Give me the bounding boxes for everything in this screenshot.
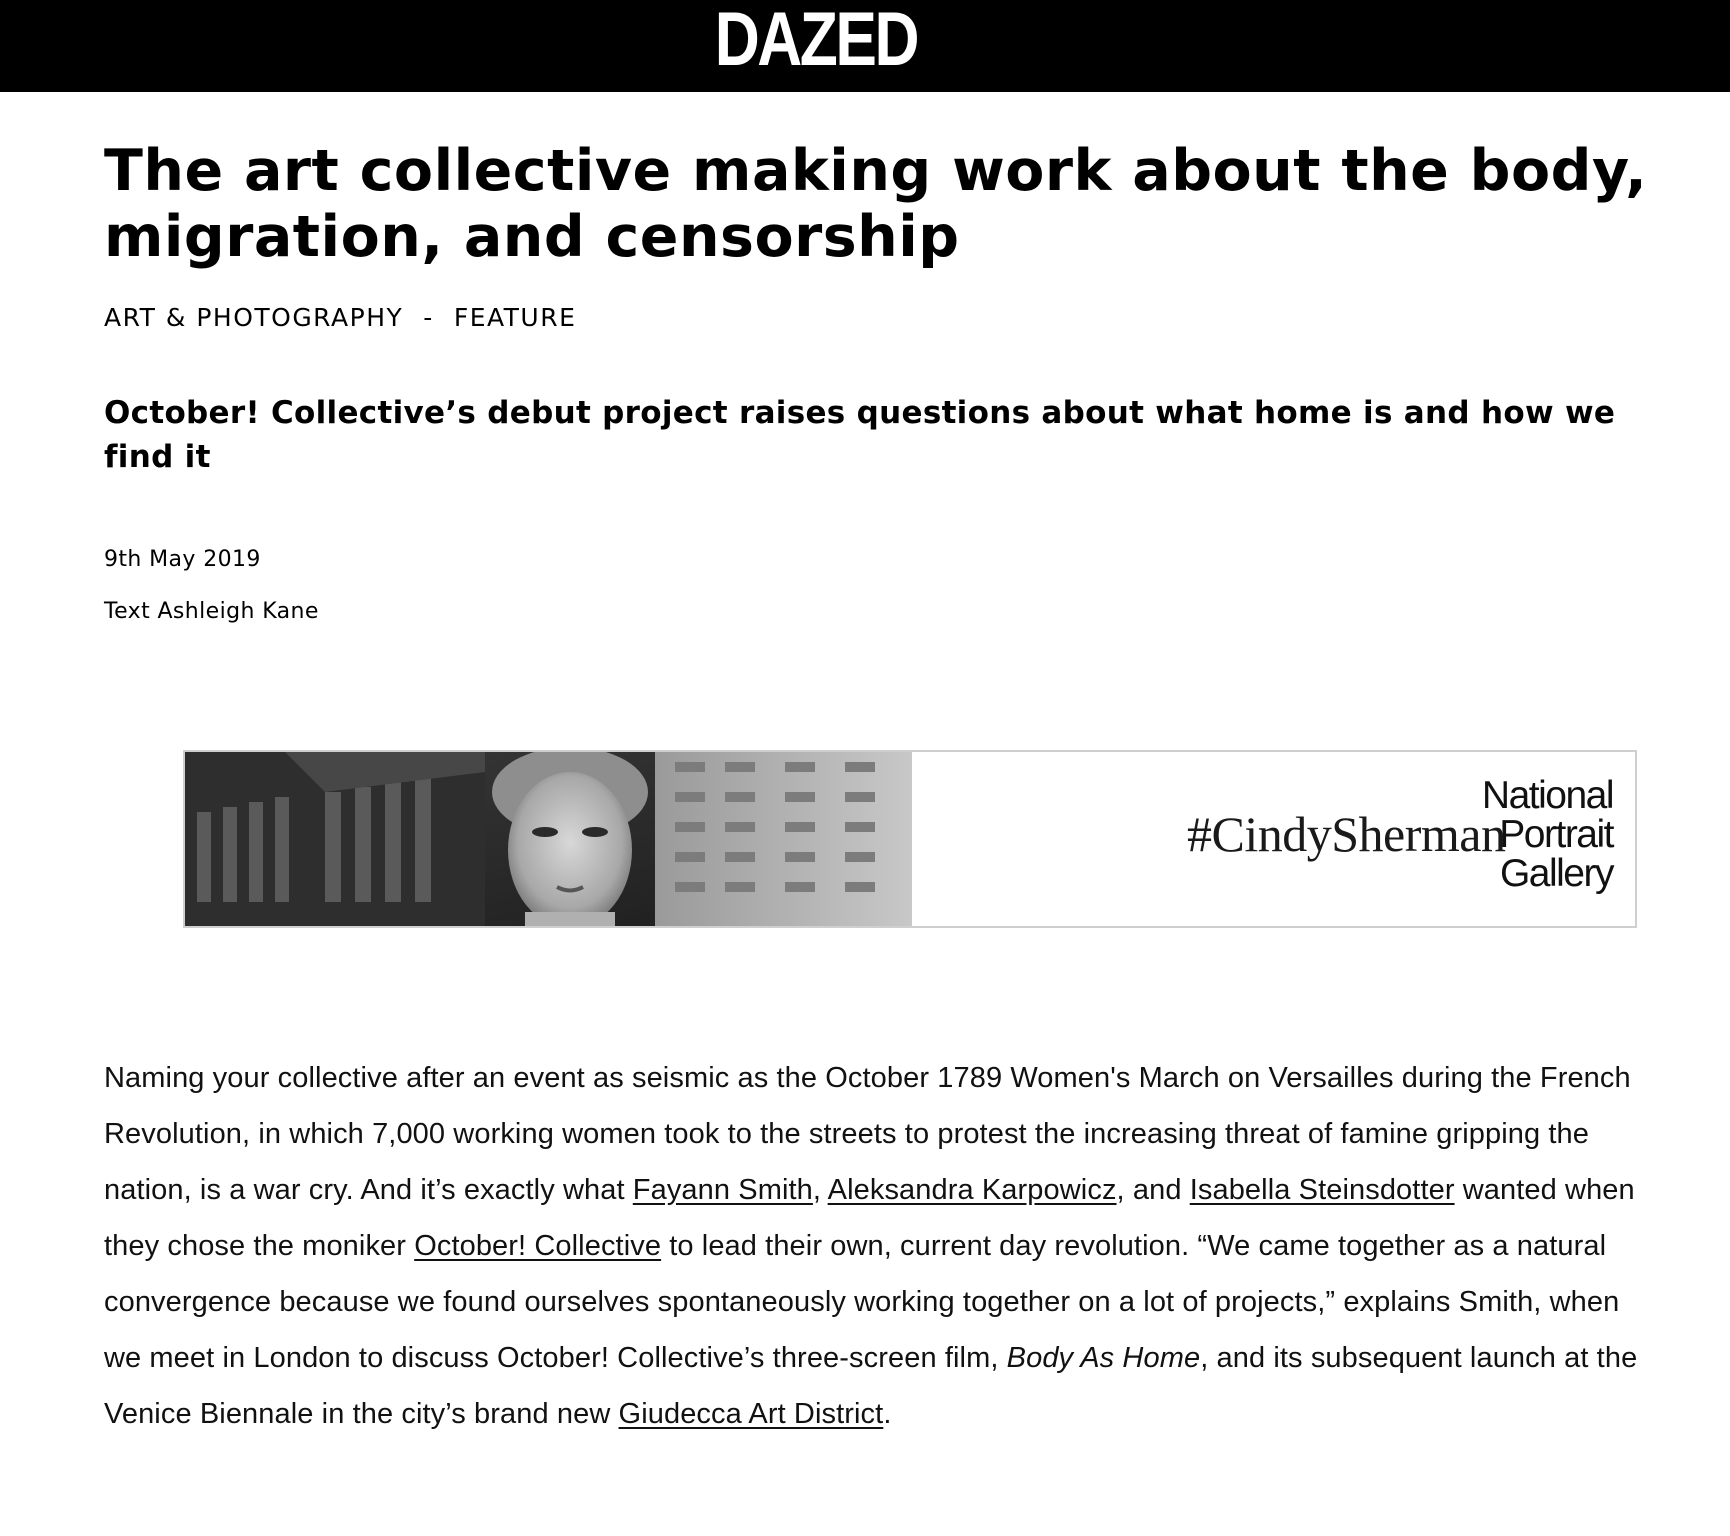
ad-photo-illustration (185, 752, 912, 926)
article-headline: The art collective making work about the body, migration, and censorship (104, 138, 1648, 270)
logo-line: National (1481, 774, 1613, 817)
category-separator: - (423, 303, 434, 332)
ad-hashtag: #CindySherman (1187, 806, 1506, 862)
category-link[interactable]: ART & PHOTOGRAPHY (104, 303, 404, 332)
article-paragraph (104, 1050, 1664, 1442)
link-aleksandra-karpowicz[interactable]: Aleksandra Karpowicz (827, 1174, 1117, 1206)
paragraph-text: to lead their own, current day revolution. “We came together as a natural convergence because we found ourselves spontaneously working together on a lot of projects,” explains Smith, when we meet in London to discuss October! Collective’s three-screen film, (104, 1230, 1620, 1374)
link-isabella-steinsdotter[interactable]: Isabella Steinsdotter (1189, 1174, 1455, 1206)
link-giudecca-art-district[interactable]: Giudecca Art District (618, 1398, 884, 1430)
paragraph-text: . (883, 1398, 892, 1430)
advertisement-banner[interactable] (183, 750, 1637, 928)
dazed-logo[interactable]: DAZED (714, 0, 918, 82)
paragraph-text: Naming your collective after an event as seismic as the October 1789 Women's March on Versailles during the French Revolution, in which 7,000 working women took to the streets to protest the increasing threat of famine gripping the nation, is a war cry. And it’s exactly what (104, 1062, 1631, 1206)
paragraph-text: , and (1116, 1174, 1190, 1206)
paragraph-text: , and its subsequent launch at the Venice Biennale in the city’s brand new (104, 1342, 1638, 1430)
link-october-collective[interactable]: October! Collective (414, 1230, 662, 1262)
paragraph-text: , (812, 1174, 828, 1206)
national-portrait-gallery-logo (1475, 776, 1613, 893)
logo-line: Gallery (1499, 852, 1613, 895)
article-categories (104, 301, 576, 335)
article-standfirst: October! Collective’s debut project raises questions about what home is and how we find it (104, 395, 1616, 475)
author-byline: Text Ashleigh Kane (104, 599, 319, 624)
publish-date: 9th May 2019 (104, 547, 261, 572)
link-fayann-smith[interactable]: Fayann Smith (632, 1174, 813, 1206)
film-title: Body As Home (1006, 1342, 1201, 1374)
logo-line: Portrait (1499, 813, 1613, 856)
site-header (0, 0, 1730, 92)
paragraph-text: wanted when they chose the moniker (104, 1174, 1635, 1262)
ad-photo (185, 752, 912, 926)
article-type-link[interactable]: FEATURE (453, 303, 577, 332)
